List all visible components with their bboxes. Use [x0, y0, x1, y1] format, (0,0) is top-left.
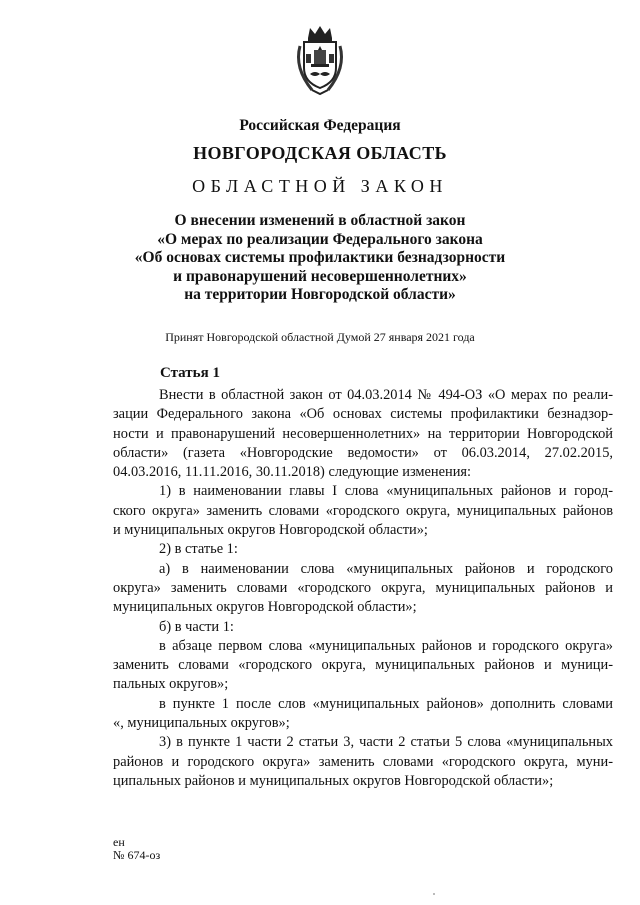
law-title-line: О внесении изменений в областной закон [174, 212, 466, 229]
law-type-heading: ОБЛАСТНОЙ ЗАКОН [192, 176, 448, 196]
country-heading: Российская Федерация [239, 117, 401, 134]
body-line: в абзаце первом слова «муниципальных районов и городского округа» [159, 637, 613, 654]
body-line: ности и правонарушений несовершеннолетних» на территории Новгородской [113, 425, 613, 442]
body-line: заменить словами «городского округа, муниципальных районов и муници- [113, 657, 613, 674]
footer-law-number: № 674-оз [113, 848, 161, 862]
body-line: муниципальных округов Новгородской области»; [113, 599, 417, 616]
footer-initials: ен [113, 835, 125, 849]
scan-speck [433, 893, 435, 895]
body-line: в пункте 1 после слов «муниципальных районов» дополнить словами [159, 695, 613, 712]
adoption-note: Принят Новгородской областной Думой 27 января 2021 года [165, 330, 475, 344]
body-line: Внести в областной закон от 04.03.2014 № 494-ОЗ «О мерах по реали- [159, 387, 613, 403]
article-body [113, 386, 613, 791]
law-title-line: на территории Новгородской области» [184, 286, 456, 304]
body-line: и муниципальных округов Новгородской области»; [113, 522, 428, 539]
body-line: 2) в статье 1: [159, 541, 238, 558]
body-line: 3) в пункте 1 части 2 статьи 3, части 2 статьи 5 слова «муниципальных [159, 734, 613, 751]
law-title-line: и правонарушений несовершеннолетних» [173, 267, 467, 285]
body-line: 1) в наименовании главы I слова «муниципальных районов и город- [159, 483, 613, 500]
law-title-line: «Об основах системы профилактики безнадзорности [134, 249, 506, 267]
region-heading: НОВГОРОДСКАЯ ОБЛАСТЬ [193, 143, 447, 163]
law-title-line: «О мерах по реализации Федерального закона [157, 230, 483, 248]
body-line: б) в части 1: [159, 618, 234, 635]
document-footer [113, 836, 160, 862]
body-line: округа» заменить словами «городского округа, муниципальных районов и [113, 579, 613, 596]
body-line: пальных округов»; [113, 676, 229, 693]
body-line: 04.03.2016, 11.11.2016, 30.11.2018) следующие изменения: [113, 464, 472, 481]
law-title [0, 212, 640, 305]
body-line: ципальных районов и муниципальных округов Новгородской области»; [113, 772, 554, 789]
body-line: а) в наименовании слова «муниципальных районов и городского [159, 560, 613, 577]
article-heading: Статья 1 [160, 365, 220, 381]
body-line: «, муниципальных округов»; [113, 715, 290, 732]
body-line: ского округа» заменить словами «городского округа, муниципальных районов [113, 502, 613, 519]
body-line: области» (газета «Новгородские ведомости» от 06.03.2014, 27.02.2015, [113, 444, 613, 461]
body-line: зации Федерального закона «Об основах системы профилактики безнадзор- [113, 406, 613, 423]
body-line: районов и городского округа» заменить словами «городского округа, муни- [113, 753, 613, 770]
coat-of-arms-emblem [290, 24, 350, 96]
